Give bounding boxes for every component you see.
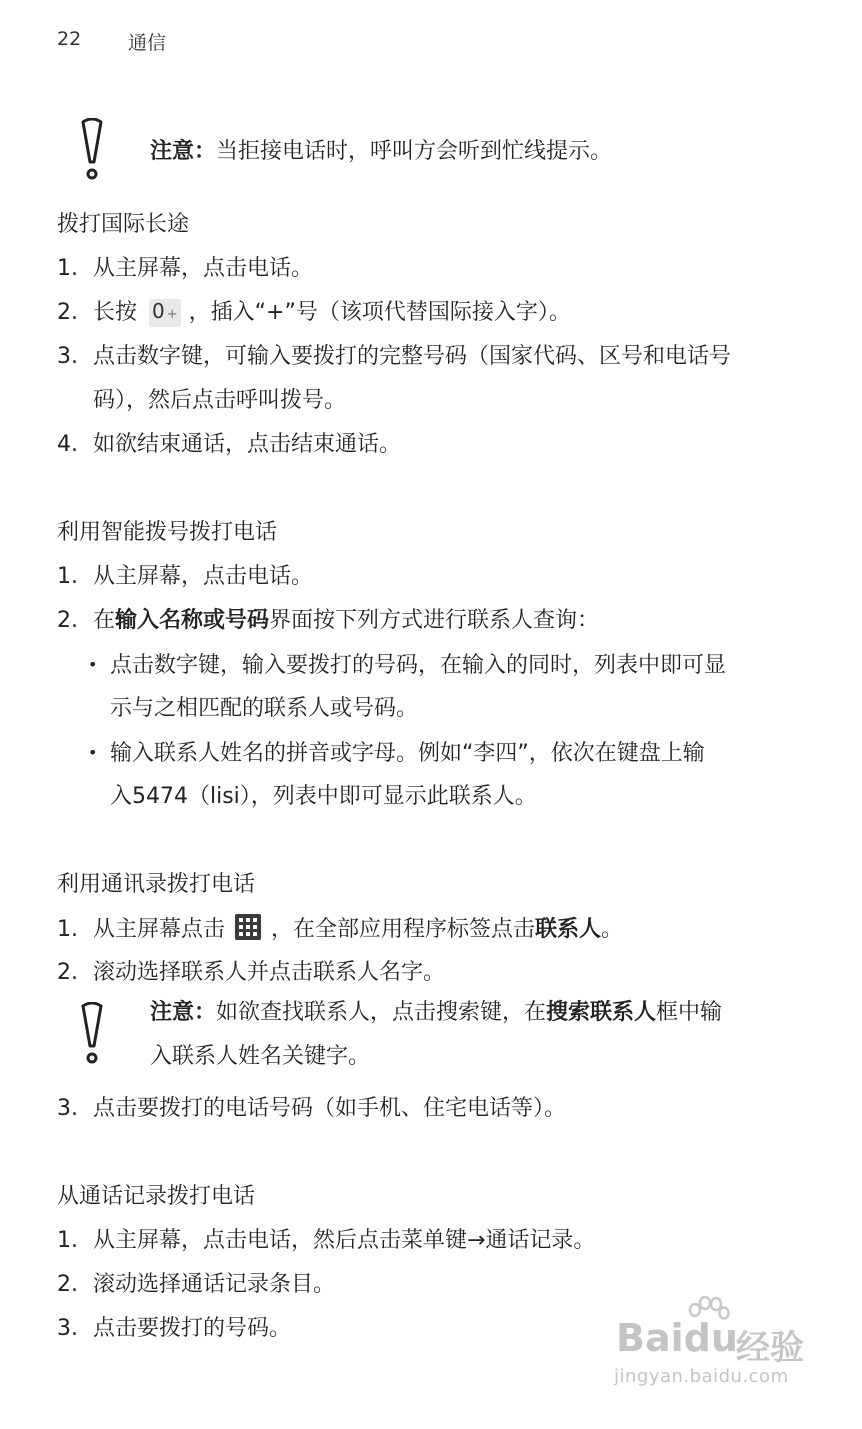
list-item (57, 1270, 335, 1300)
step-number: 1. (57, 564, 78, 589)
note-search-contacts (150, 998, 722, 1028)
step-number: 3. (57, 1096, 78, 1121)
list-item (57, 958, 445, 988)
step-text: 从主屏幕，点击电话，然后点击菜单键→通话记录。 (93, 1228, 596, 1253)
list-item (57, 254, 313, 284)
note-busy-tone (150, 137, 612, 167)
note-text: 当拒接电话时，呼叫方会听到忙线提示。 (216, 139, 613, 164)
note-text-continued: 入联系人姓名关键字。 (150, 1044, 371, 1069)
note-text: 框中输 (656, 1000, 723, 1025)
step-text: 滚动选择通话记录条目。 (93, 1272, 336, 1297)
step-number: 1. (57, 917, 78, 942)
step-text-bold: 输入名称或号码 (115, 608, 270, 633)
exclamation-icon (79, 1002, 105, 1066)
list-item (57, 1226, 595, 1256)
step-number: 1. (57, 1228, 78, 1253)
note-text-bold: 搜索联系人 (546, 1000, 657, 1025)
section-heading-contacts: 利用通讯录拨打电话 (57, 872, 256, 897)
step-number: 2. (57, 608, 78, 633)
bullet-text: 输入联系人姓名的拼音或字母。例如“李四”，依次在键盘上输 (110, 741, 705, 766)
bullet-icon: • (88, 743, 98, 762)
bullet-text: 点击数字键，输入要拨打的号码，在输入的同时，列表中即可显 (110, 653, 727, 678)
step-text: ，在全部应用程序标签点击 (271, 917, 536, 942)
list-item (57, 342, 731, 372)
step-text: 点击要拨打的号码。 (93, 1316, 292, 1341)
step-text: 点击要拨打的电话号码（如手机、住宅电话等）。 (93, 1096, 567, 1121)
step-text: 在 (93, 608, 116, 633)
bullet-text-continued: 入5474（lisi），列表中即可显示此联系人。 (110, 784, 537, 809)
baidu-watermark (608, 1296, 808, 1396)
step-text: 。 (601, 917, 624, 942)
bullet-icon: • (88, 655, 98, 674)
bullet-text-continued: 示与之相匹配的联系人或号码。 (110, 696, 419, 721)
exclamation-icon (79, 118, 105, 182)
zero-plus-key-icon (149, 299, 181, 327)
step-number: 2. (57, 960, 78, 985)
section-heading-call-log: 从通话记录拨打电话 (57, 1184, 256, 1209)
step-text: 长按 (93, 300, 138, 325)
list-item (57, 298, 571, 328)
list-item (57, 1094, 566, 1124)
watermark-suffix: 经验 (736, 1328, 804, 1368)
list-item (57, 430, 401, 460)
section-heading-smart-dial: 利用智能拨号拨打电话 (57, 520, 278, 545)
watermark-url: jingyan.baidu.com (614, 1366, 789, 1387)
step-number: 1. (57, 256, 78, 281)
app-grid-icon (235, 914, 261, 940)
page-number: 22 (57, 28, 82, 50)
note-label: 注意： (150, 1000, 217, 1025)
step-number: 3. (57, 1316, 78, 1341)
list-item (57, 914, 623, 945)
bullet-item (88, 650, 726, 681)
page-header-title: 通信 (128, 32, 167, 54)
section-heading-international: 拨打国际长途 (57, 212, 190, 237)
step-text: 点击数字键，可输入要拨打的完整号码（国家代码、区号和电话号 (93, 344, 732, 369)
step-text: 从主屏幕，点击电话。 (93, 564, 314, 589)
key-sub-label: + (166, 307, 178, 322)
note-label: 注意： (150, 139, 217, 164)
list-item (57, 1314, 291, 1344)
list-item (57, 606, 599, 636)
step-text: 从主屏幕点击 (93, 917, 226, 942)
step-number: 3. (57, 344, 78, 369)
step-text: 从主屏幕，点击电话。 (93, 256, 314, 281)
list-item (57, 562, 313, 592)
step-text: 滚动选择联系人并点击联系人名字。 (93, 960, 446, 985)
key-label: 0 (152, 299, 165, 323)
bullet-item (88, 738, 705, 769)
step-number: 2. (57, 1272, 78, 1297)
step-number: 4. (57, 432, 78, 457)
note-text: 如欲查找联系人，点击搜索键，在 (216, 1000, 547, 1025)
step-text-bold: 联系人 (535, 917, 602, 942)
step-text: 界面按下列方式进行联系人查询： (269, 608, 600, 633)
step-text: ，插入“+”号（该项代替国际接入字）。 (188, 300, 571, 325)
step-text-continued: 码），然后点击呼叫拨号。 (93, 388, 347, 413)
step-number: 2. (57, 300, 78, 325)
step-text: 如欲结束通话，点击结束通话。 (93, 432, 402, 457)
watermark-brand: Baidu (616, 1316, 738, 1360)
